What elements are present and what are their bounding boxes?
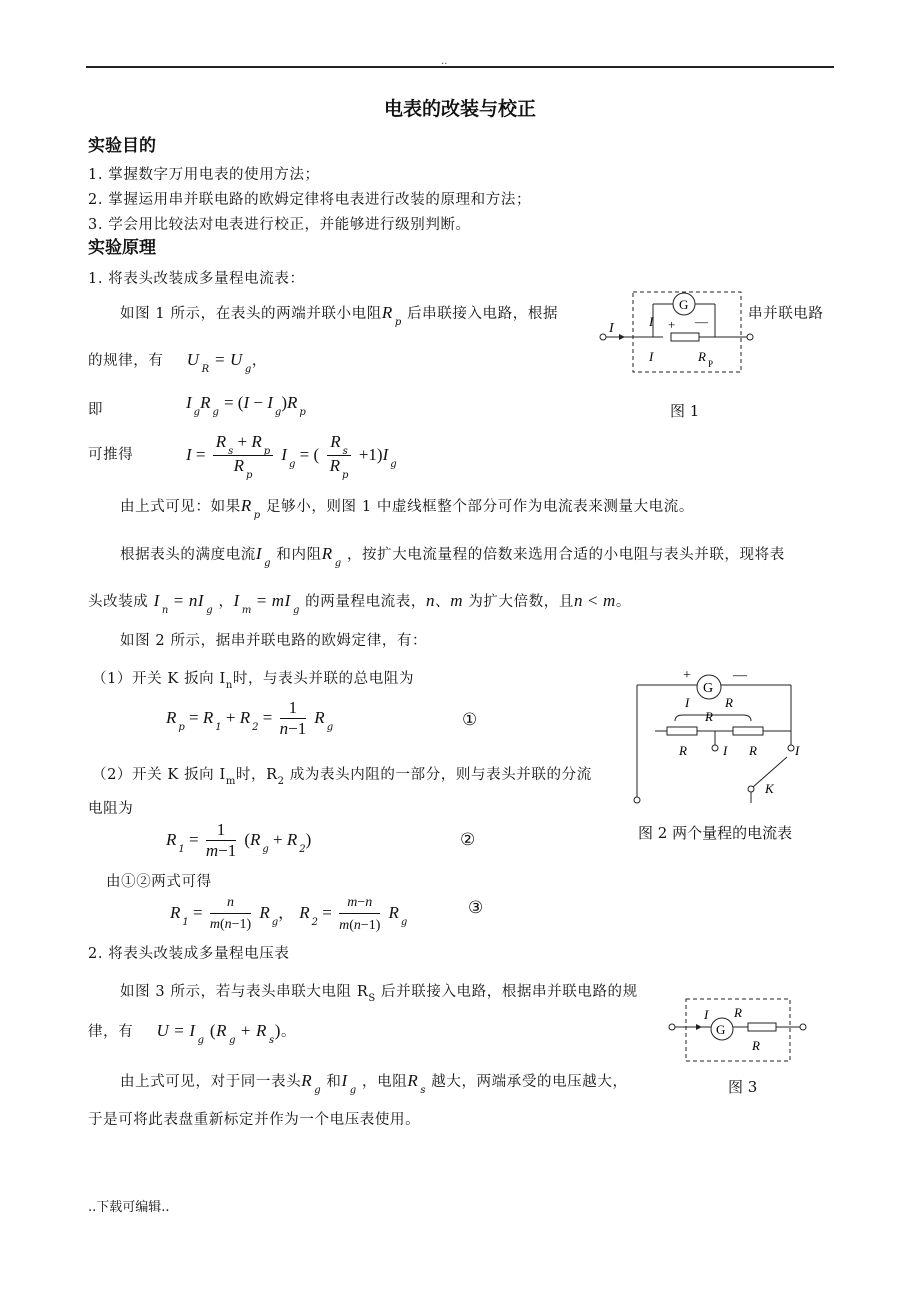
- from-1-2: 由①②两式可得: [106, 874, 212, 890]
- para-6: 如图 3 所示，若与表头串联大电阻 $R_S$ 后并联接入电路，根据串并联电路的规: [120, 984, 638, 1004]
- svg-text:G: G: [716, 1022, 726, 1037]
- para-9: 于是可将此表盘重新标定并作为一个电压表使用。: [88, 1112, 421, 1128]
- figure-1-caption: 图 1: [670, 402, 700, 420]
- svg-text:—: —: [733, 668, 747, 683]
- svg-text:+: +: [668, 317, 676, 332]
- svg-text:R: R: [734, 1005, 742, 1020]
- para-2: 由上式可见：如果$R_p$ 足够小，则图 1 中虚线框整个部分可作为电流表来测量大电流。: [120, 496, 694, 521]
- para-1d: 的规律，有 $U_R = U_g$，: [88, 350, 268, 375]
- eq-number-3: ③: [468, 898, 484, 917]
- purpose-item-2: 2. 掌握运用串并联电路的欧姆定律将电表进行改装的原理和方法；: [88, 192, 532, 208]
- label-ji: 即: [88, 402, 104, 418]
- svg-text:+: +: [683, 668, 691, 683]
- svg-text:R: R: [725, 695, 733, 710]
- svg-text:I: I: [649, 314, 654, 329]
- svg-text:G: G: [679, 297, 689, 312]
- para-1a: 如图 1 所示，在表头的两端并联小电阻$R_p$ 后串联接入电路，根据: [120, 303, 559, 328]
- equation-current-balance: $I_gR_g = (I - I_g)R_p$: [186, 393, 306, 418]
- footer-note: ..下载可编辑..: [88, 1200, 170, 1215]
- para-3: 根据表头的满度电流$I_g$ 和内阻$R_g$ ，按扩大电流量程的倍数来选用合适的小电阻与表头并联，现将表: [120, 544, 785, 569]
- svg-text:R: R: [679, 743, 687, 758]
- svg-text:R: R: [749, 743, 757, 758]
- purpose-item-3: 3. 学会用比较法对电表进行校正，并能够进行级别判断。: [88, 217, 471, 233]
- eq-number-1: ①: [462, 710, 478, 729]
- figure-2-circuit: [625, 665, 815, 810]
- eq-number-2: ②: [460, 830, 476, 849]
- svg-text:I: I: [723, 743, 728, 758]
- page-title: 电表的改装与校正: [383, 98, 536, 120]
- svg-text:R: R: [705, 709, 713, 724]
- svg-text:I: I: [609, 321, 614, 336]
- svg-text:K: K: [765, 781, 774, 796]
- figure-3-caption: 图 3: [728, 1078, 758, 1096]
- equation-total-current: I = $\frac{R_s + R_p}{R_p}$ $I_g$ = ( $\frac{R_s}{R_p}$ $+1)I_g$: [186, 432, 397, 481]
- figure-3-circuit: [660, 995, 810, 1065]
- header-dots: ..: [441, 56, 448, 67]
- para-1c: 串并联电路: [748, 306, 824, 322]
- svg-text:I: I: [649, 349, 654, 364]
- figure-2-caption: 图 2 两个量程的电流表: [638, 824, 793, 842]
- case-2: （2）开关 K 扳向 $I_m$时，$R_2$ 成为表头内阻的一部分，则与表头并联的分流: [92, 767, 592, 787]
- section-heading-principle: 实验原理: [88, 238, 156, 258]
- principle-item-2: 2. 将表头改装成多量程电压表: [88, 946, 290, 962]
- svg-text:I: I: [685, 695, 690, 710]
- case-2d: 电阻为: [88, 801, 134, 817]
- principle-item-1: 1. 将表头改装成多量程电流表：: [88, 271, 305, 287]
- figure-1-circuit: [595, 288, 755, 378]
- header-rule: [86, 66, 834, 68]
- case-1: （1）开关 K 扳向 $I_n$时，与表头并联的总电阻为: [92, 671, 415, 691]
- equation-r1: $R_1$ = $\frac{1}{m-1}$ $(R_g + R_2)$: [166, 820, 312, 860]
- label-ketuide: 可推得: [88, 447, 134, 463]
- svg-text:—: —: [695, 314, 708, 329]
- svg-text:R: R: [698, 349, 706, 364]
- para-4: 头改装成 $I_n = nI_g$ ，$I_m = mI_g$ 的两量程电流表，n、m 为扩大倍数，且n < m。: [88, 591, 632, 616]
- svg-text:I: I: [795, 743, 800, 758]
- section-heading-purpose: 实验目的: [88, 136, 156, 156]
- svg-text:R: R: [752, 1038, 760, 1053]
- equation-r1-r2: $R_1$ = $\frac{n}{m(n-1)}$ $R_g$， $R_2$ = $\frac{m-n}{m(n-1)}$ $R_g$: [170, 891, 407, 936]
- para-8: 由上式可见，对于同一表头$R_g$ 和$I_g$ ，电阻$R_s$ 越大，两端承受的电压越大，: [120, 1071, 628, 1096]
- svg-text:I: I: [704, 1007, 709, 1022]
- equation-rp: $R_p = R_1 + R_2$ = $\frac{1}{n-1}$ $R_g$: [166, 698, 334, 738]
- para-5: 如图 2 所示，据串并联电路的欧姆定律，有：: [120, 633, 428, 649]
- svg-text:P: P: [708, 359, 714, 369]
- para-7: 律，有 $U = I_g$ $(R_g + R_s)$。: [88, 1021, 297, 1046]
- purpose-item-1: 1. 掌握数字万用电表的使用方法；: [88, 167, 320, 183]
- svg-text:G: G: [703, 681, 714, 696]
